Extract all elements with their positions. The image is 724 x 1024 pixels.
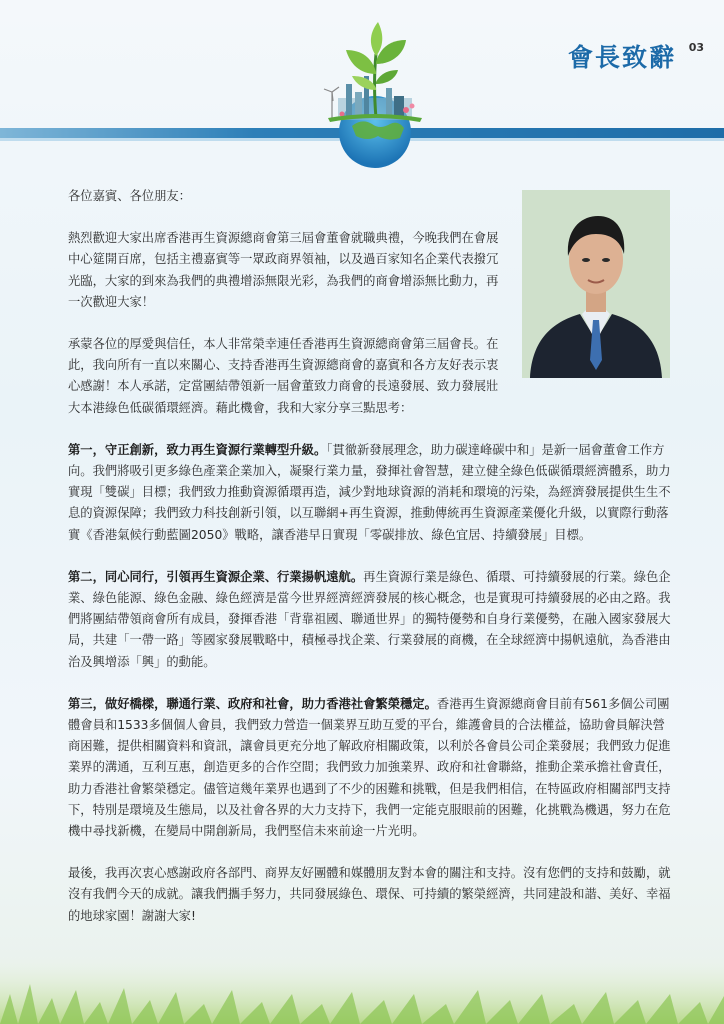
paragraph-3 [68, 440, 674, 546]
paragraph-1: 熱烈歡迎大家出席香港再生資源總商會第三屆會董會就職典禮，今晚我們在會展中心筵開百席，包括主禮嘉賓等一眾政商界領袖，以及過百家知名企業代表撥冗光臨，大家的到來為我們的典禮增添無限光彩，為我們的商會增添無比動力，再一次歡迎大家！ [68, 231, 499, 309]
footer-grass-decoration [0, 954, 724, 1024]
letter-body [68, 186, 674, 948]
paragraph-5-lead: 第三，做好橋樑，聯通行業、政府和社會，助力香港社會繁榮穩定。 [68, 696, 437, 711]
greeting: 各位嘉賓、各位朋友： [68, 189, 191, 203]
paragraph-3-lead: 第一，守正創新，致力再生資源行業轉型升級。 [68, 442, 327, 457]
paragraph-3-body: 「貫徹新發展理念，助力碳達峰碳中和」是新一屆會董會工作方向。我們將吸引更多綠色產業企業加入，凝聚行業力量，發揮社會智慧，建立健全綠色低碳循環經濟體系，助力實現「雙碳」目標；我們致力推動資源循環再造，減少對地球資源的消耗和環境的污染，為經濟發展提供生生不息的資源保障；我們致力科技創新引領，以互聯網+再生資源，推動傳統再生資源產業優化升級，以實際行動落實《香港氣候行動藍圖2050》戰略，讓香港早日實現「零碳排放、綠色宜居、持續發展」目標。 [68, 442, 671, 542]
paragraph-6: 最後，我再次衷心感謝政府各部門、商界友好團體和媒體朋友對本會的關注和支持。沒有您們的支持和鼓勵，就沒有我們今天的成就。讓我們攜手努力，共同發展綠色、環保、可持續的繁榮經濟，共同建設和諧、美好、幸福的地球家園！謝謝大家! [68, 866, 671, 923]
page-number: 03 [688, 41, 704, 54]
paragraph-5 [68, 694, 674, 842]
paragraph-4-lead: 第二，同心同行，引領再生資源企業、行業揚帆遠航。 [68, 569, 364, 584]
paragraph-4 [68, 567, 674, 673]
paragraph-2: 承蒙各位的厚愛與信任，本人非常榮幸連任香港再生資源總商會第三屆會長。在此，我向所有一直以來關心、支持香港再生資源總商會的嘉賓和各方友好表示衷心感謝！本人承諾，定當團結帶領新一屆會董致力商會的長遠發展、致力發展壯大本港綠色低碳循環經濟。藉此機會，我和大家分享三點思考： [68, 337, 499, 415]
paragraph-4-body: 再生資源行業是綠色、循環、可持續發展的行業。綠色企業、綠色能源、綠色金融、綠色經濟是當今世界經濟經濟發展的核心概念，也是實現可持續發展的必由之路。我們將團結帶領商會所有成員，發揮香港「背靠祖國、聯通世界」的獨特優勢和自身行業優勢，在融入國家發展大局，共建「一帶一路」等國家發展戰略中，積極尋找企業、行業發展的商機，在全球經濟中揚帆遠航，為香港由治及興增添「興」的動能。 [68, 569, 671, 669]
eco-globe-illustration [300, 14, 450, 170]
page-title: 會長致辭 [567, 43, 676, 72]
paragraph-5-body: 香港再生資源總商會目前有561多個公司團體會員和1533多個個人會員，我們致力營造一個業界互助互愛的平台，維護會員的合法權益，協助會員解決營商困難，提供相關資料和資訊，讓會員更充分地了解政府相關政策，以利於各會員公司企業發展；我們致力促進業界的溝通，互利互惠，創造更多的合作空間；我們致力加強業界、政府和社會聯絡，推動企業承擔社會責任，助力香港社會繁榮穩定。儘管這幾年業界也遇到了不少的困難和挑戰，但是我們相信，在特區政府相關部門支持下，特別是環境及生態局，以及社會各界的大力支持下，我們一定能克服眼前的困難，化挑戰為機遇，努力在危機中尋找新機，在變局中開創新局，我們堅信未來前途一片光明。 [68, 696, 671, 839]
